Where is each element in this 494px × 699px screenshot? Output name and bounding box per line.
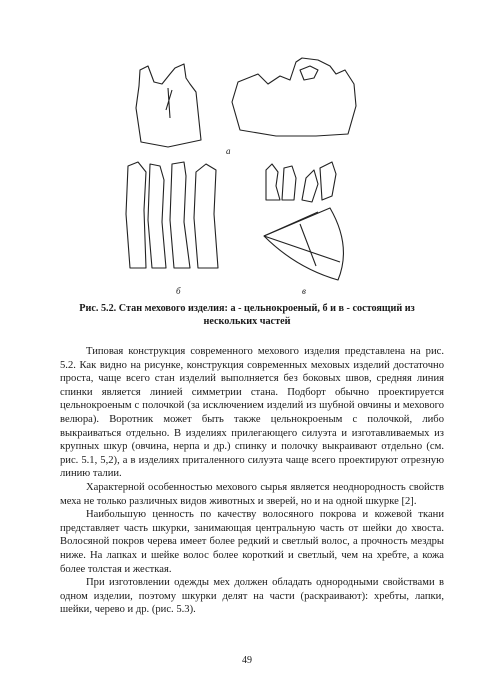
- body-text: [60, 345, 444, 617]
- pattern-a-front-detail: [166, 88, 172, 118]
- pattern-v-piece-2: [282, 166, 296, 200]
- paragraph-1: Типовая конструкция современного мехового изделия представлена на рис. 5.2. Как видно на рисунке, конструкция современных меховых изделий достаточно проста, чаще всего стан изделий выполняется без боковых швов, средняя линия спинки является линией симметрии стана. Подборт обычно проектируется цельнокроеным с полочкой (за исключением изделий из шубной овчины и мехового велюра). Воротник может быть также цельнокроеным с полочкой, либо выкраиваться отдельно. В изделиях прилегающего силуэта и изготавливаемых из крупных шкур (овчина, нерпа и др.) спинку и полочку выкраивают отдельно (см. рис. 5.1, 5,2), а в изделиях приталенного силуэта чаще всего проектируют отрезную линию талии.: [60, 346, 444, 480]
- pattern-b-piece-1: [126, 162, 146, 268]
- pattern-a-front: [136, 64, 201, 147]
- pattern-v-piece-4: [320, 162, 336, 200]
- pattern-b-piece-4: [194, 164, 218, 268]
- pattern-v-piece-1: [266, 164, 280, 200]
- page-number: 49: [242, 655, 252, 666]
- paragraph-3: Наибольшую ценность по качеству волосяного покрова и кожевой ткани представляет часть шкурки, занимающая центральную часть от шейки до хвоста. Волосяной покров черева имеет более редкий и светлый волос, а прочность мездры ниже. На лапках и шейке волос более короткий и светлый, чем на хребте, а кожа более толстая и жесткая.: [60, 509, 444, 575]
- paragraph-4: При изготовлении одежды мех должен обладать однородными свойствами в одном изделии, поэтому шкурки делят на части (раскраивают): хребты, лапки, шейки, черево и др. (рис. 5.3).: [60, 577, 444, 616]
- pattern-b-piece-3: [170, 162, 190, 268]
- pattern-b-piece-2: [148, 164, 166, 268]
- figure-label-b: б: [176, 286, 181, 296]
- pattern-a-collar: [300, 66, 318, 80]
- pattern-v-piece-3: [302, 170, 318, 202]
- figure-5-2: [0, 0, 494, 300]
- paragraph-2: Характерной особенностью мехового сырья является неоднородность свойств меха не только различных видов животных и зверей, но и на одной шкурке [2].: [60, 481, 444, 507]
- figure-label-v: в: [302, 286, 306, 296]
- figure-caption: Рис. 5.2. Стан мехового изделия: а - цельнокроеный, б и в - состоящий из нескольких частей: [79, 303, 415, 327]
- pattern-drawings: [0, 0, 494, 300]
- pattern-a-back: [232, 58, 356, 136]
- figure-label-a: а: [226, 146, 231, 156]
